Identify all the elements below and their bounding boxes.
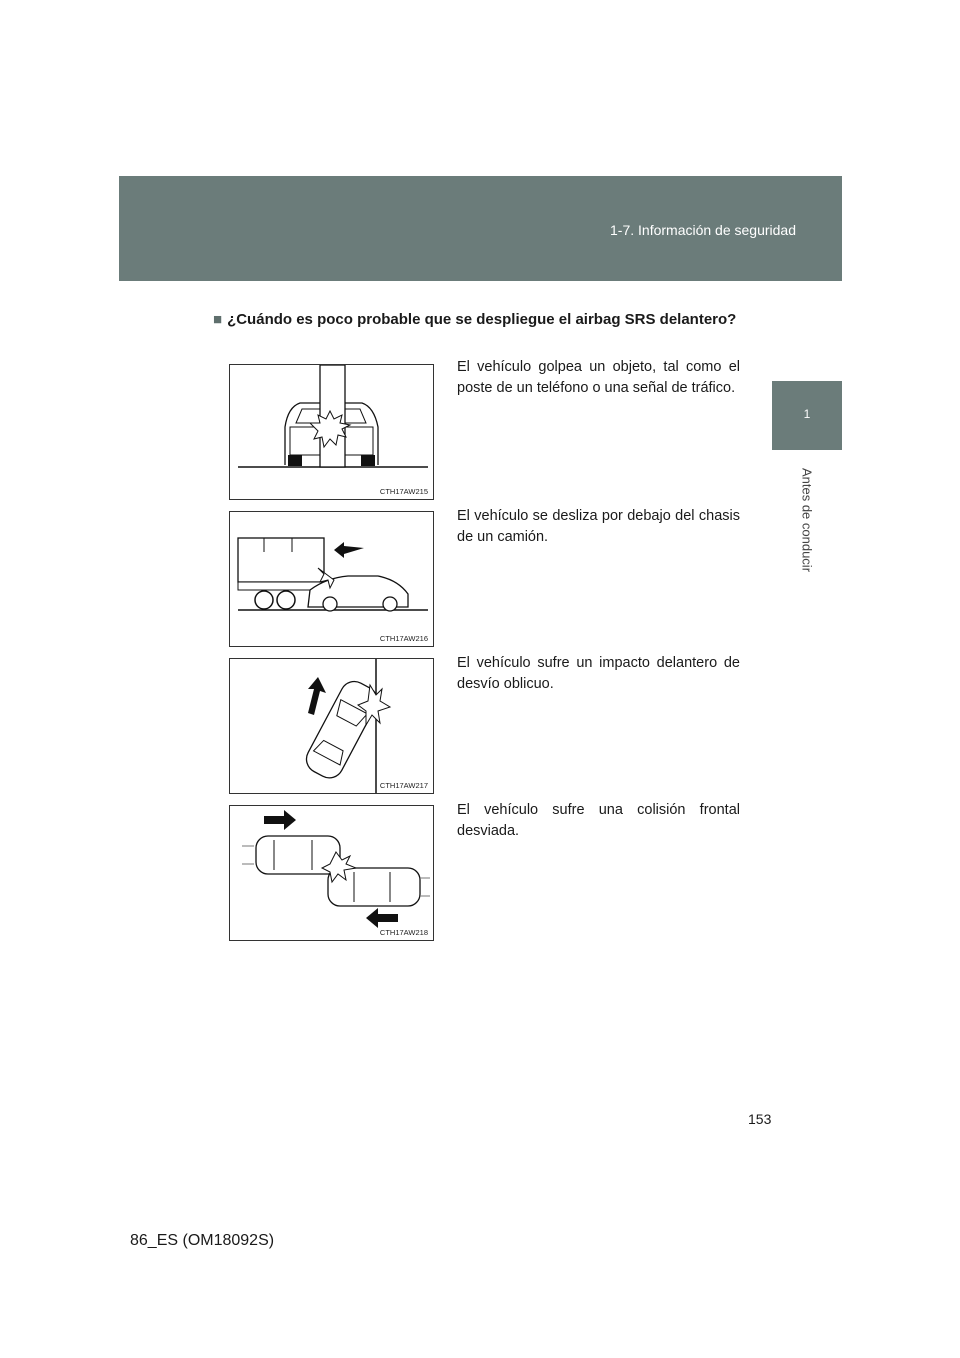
illustration-offset-collision [229,805,434,941]
item-text-truck: El vehículo se desliza por debajo del chasis de un camión. [457,508,740,545]
item-text-oblique: El vehículo sufre un impacto delantero de desvío oblicuo. [457,655,740,692]
item-text-offset: El vehículo sufre una colisión frontal desviada. [457,802,740,839]
oblique-impact-icon [230,659,433,793]
document-code: 86_ES (OM18092S) [130,1232,275,1249]
page-number: 153 [748,1111,772,1127]
chapter-label: Antes de conducir [799,467,815,573]
offset-collision-icon [230,806,433,940]
illustration-code: CTH17AW217 [379,781,428,790]
illustration-code: CTH17AW218 [379,928,428,937]
illustration-code: CTH17AW215 [379,487,428,496]
illustration-under-truck [229,511,434,647]
illustration-oblique-impact [229,658,434,794]
pole-impact-icon [230,365,433,499]
header-band [119,176,842,281]
chapter-number: 1 [803,407,811,421]
section-heading [213,309,743,330]
chapter-tab [772,381,842,450]
item-text-pole: El vehículo golpea un objeto, tal como el poste de un teléfono o una señal de tráfico. [457,359,740,396]
illustration-pole-impact [229,364,434,500]
section-title: 1-7. Información de seguridad [610,222,796,238]
illustration-code: CTH17AW216 [379,634,428,643]
section-heading-text: ¿Cuándo es poco probable que se despliegue el airbag SRS delantero? [227,311,737,328]
square-bullet-icon: ■ [213,311,223,328]
under-truck-icon [230,512,433,646]
